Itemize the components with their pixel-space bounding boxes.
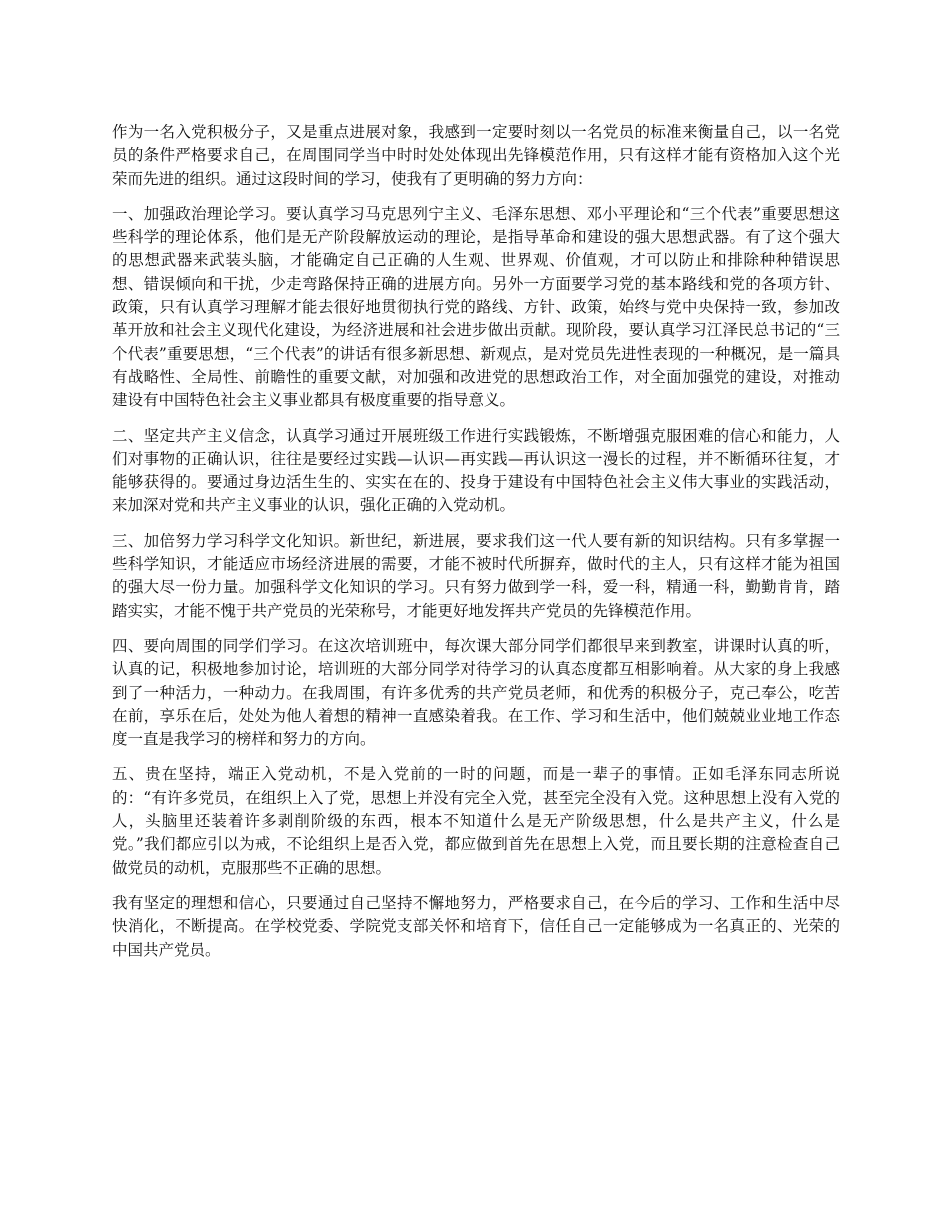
paragraph-persistence: 五、贵在坚持，端正入党动机，不是入党前的一时的问题，而是一辈子的事情。正如毛泽东同志所说的：“有许多党员，在组织上入了党，思想上并没有完全入党，甚至完全没有入党。这种思想上没有入党的人，头脑里还装着许多剥削阶级的东西，根本不知道什么是无产阶级思想，什么是共产主义，什么是党。”我们都应引以为戒，不论组织上是否入党，都应做到首先在思想上入党，而且要长期的注意检查自己做党员的动机，克服那些不正确的思想。 (112, 765, 840, 877)
closing-paragraph: 我有坚定的理想和信心，只要通过自己坚持不懈地努力，严格要求自己，在今后的学习、工作和生活中尽快消化，不断提高。在学校党委、学院党支部关怀和培育下，信任自己一定能够成为一名真正的、光荣的中国共产党员。 (112, 893, 840, 959)
intro-paragraph: 作为一名入党积极分子，又是重点进展对象，我感到一定要时刻以一名党员的标准来衡量自己，以一名党员的条件严格要求自己，在周围同学当中时时处处体现出先锋模范作用，只有这样才能有资格加入这个光荣而先进的组织。通过这段时间的学习，使我有了更明确的努力方向： (112, 123, 840, 188)
document-body (112, 121, 840, 974)
paragraph-political-theory: 一、加强政治理论学习。要认真学习马克思列宁主义、毛泽东思想、邓小平理论和“三个代表”重要思想这些科学的理论体系，他们是无产阶段解放运动的理论，是指导革命和建设的强大思想武器。有了这个强大的思想武器来武装头脑，才能确定自己正确的人生观、世界观、价值观，才可以防止和排除种种错误思想、错误倾向和干扰，少走弯路保持正确的进展方向。另外一方面要学习党的基本路线和党的各项方针、政策，只有认真学习理解才能去很好地贯彻执行党的路线、方针、政策，始终与党中央保持一致，参加改革开放和社会主义现代化建设，为经济进展和社会进步做出贡献。现阶段，要认真学习江泽民总书记的“三个代表”重要思想，“三个代表”的讲话有很多新思想、新观点，是对党员先进性表现的一种概况，是一篇具有战略性、全局性、前瞻性的重要文献，对加强和改进党的思想政治工作，对全面加强党的建设，对推动建设有中国特色社会主义事业都具有极度重要的指导意义。 (112, 204, 840, 410)
paragraph-science-knowledge: 三、加倍努力学习科学文化知识。新世纪，新进展，要求我们这一代人要有新的知识结构。只有多掌握一些科学知识，才能适应市场经济进展的需要，才能不被时代所摒弃，做时代的主人，只有这样才能为祖国的强大尽一份力量。加强科学文化知识的学习。只有努力做到学一科，爱一科，精通一科，勤勤肯肯，踏踏实实，才能不愧于共产党员的光荣称号，才能更好地发挥共产党员的先锋模范作用。 (112, 531, 840, 620)
paragraph-learn-from-classmates: 四、要向周围的同学们学习。在这次培训班中，每次课大部分同学们都很早来到教室，讲课时认真的听，认真的记，积极地参加讨论，培训班的大部分同学对待学习的认真态度都互相影响着。从大家的身上我感到了一种活力，一种动力。在我周围，有许多优秀的共产党员老师，和优秀的积极分子，克己奉公，吃苦在前，享乐在后，处处为他人着想的精神一直感染着我。在工作、学习和生活中，他们兢兢业业地工作态度一直是我学习的榜样和努力的方向。 (112, 636, 840, 749)
paragraph-communist-belief: 二、坚定共产主义信念，认真学习通过开展班级工作进行实践锻炼，不断增强克服困难的信心和能力，人们对事物的正确认识，往往是要经过实践—认识—再实践—再认识这一漫长的过程，并不断循环往复，才能够获得的。要通过身边活生生的、实实在在的、投身于建设有中国特色社会主义伟大事业的实践活动，来加深对党和共产主义事业的认识，强化正确的入党动机。 (112, 426, 840, 515)
